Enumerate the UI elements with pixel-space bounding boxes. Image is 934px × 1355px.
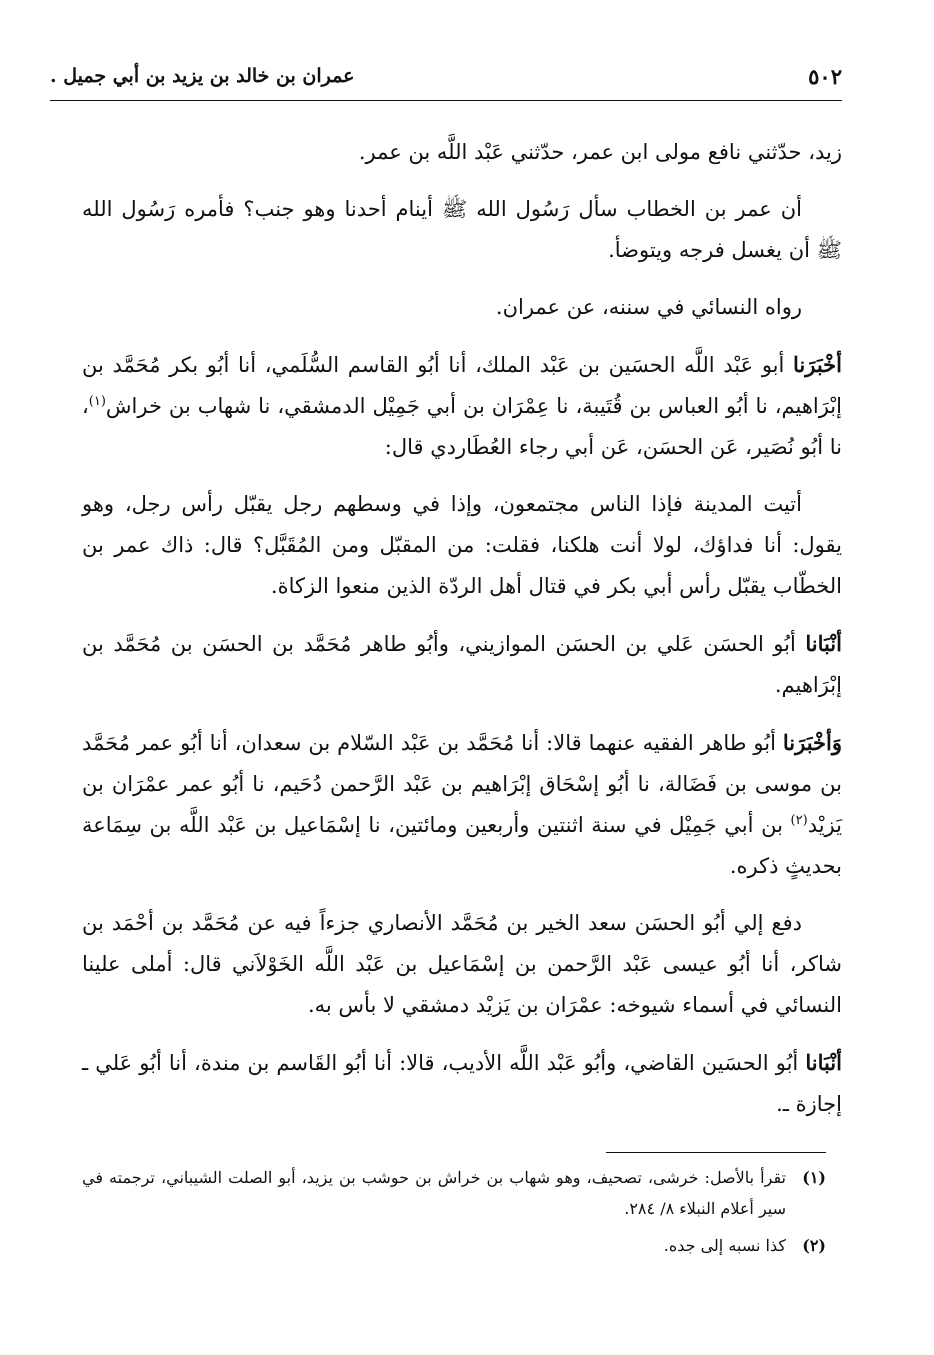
- footnote: [82, 1162, 826, 1224]
- footnote-ref: (١): [88, 394, 106, 409]
- paragraph-text: أبو عَبْد اللَّه الحسَين بن عَبْد الملك، أنا أبُو القاسم السُّلَمي، أنا أبُو بكر مُحَمَّد بن إبْرَاهيم، نا أبُو العباس بن قُتَيبة، نا عِمْرَان بن أبي جَمِيْل الدمشقي، نا شهاب بن خراش: [82, 353, 842, 418]
- page-header: [50, 58, 842, 94]
- hadith-text: [82, 189, 842, 271]
- paragraph-text: أتيت المدينة فإذا الناس مجتمعون، وإذا في وسطهم رجل يقبّل رأس رجل، وهو يقول: أنا فداؤك، لولا أنت هلكنا، فقلت: من المقبّل ومن المُقَبَّل؟ قال: ذاك عمر بن الخطّاب يقبّل رأس أبي بكر في قتال أهل الردّة الذين منعوا الزكاة.: [82, 492, 842, 598]
- paragraph: [82, 287, 842, 328]
- footnote-text: كذا نسبه إلى جده.: [663, 1236, 786, 1255]
- isnad-paragraph: [82, 344, 842, 468]
- isnad-paragraph: [82, 1042, 842, 1125]
- footnotes: [82, 1162, 826, 1267]
- page-number: ٥٠٢: [808, 63, 842, 89]
- paragraph-text: أبُو الحسَين القاضي، وأبُو عَبْد اللَّه الأديب، قالا: أنا أبُو القَاسم بن مندة، أنا أبُو عَلي ـ إجازة ـ.: [82, 1051, 842, 1116]
- paragraph-text: أن عمر بن الخطاب سأل رَسُول الله ﷺ أينام أحدنا وهو جنب؟ فأمره رَسُول الله ﷺ أن يغسل فرجه ويتوضأ.: [82, 197, 842, 262]
- header-rule: [50, 100, 842, 101]
- paragraph-text: ، نا أبُو نُصَير، عَن الحسَن، عَن أبي رجاء العُطَاردي قال:: [82, 394, 842, 459]
- paragraph-text: زيد، حدّثني نافع مولى ابن عمر، حدّثني عَبْد اللَّه بن عمر.: [358, 140, 842, 164]
- footnote-rule: [606, 1152, 826, 1153]
- isnad-paragraph: [82, 722, 842, 887]
- paragraph-text: بن أبي جَمِيْل في سنة اثنتين وأربعين ومائتين، نا إسْمَاعيل بن عَبْد اللَّه بن سِمَاعة بحديثٍ ذكره.: [82, 813, 842, 878]
- running-title: عمران بن خالد بن يزيد بن أبي جميل .: [50, 65, 355, 87]
- lead-word: أنْبَانا: [805, 1050, 842, 1075]
- paragraph-text: أبُو الحسَن عَلي بن الحسَن الموازيني، وأبُو طاهر مُحَمَّد بن الحسَن بن مُحَمَّد بن إبْرَاهيم.: [82, 632, 842, 697]
- paragraph: [82, 132, 842, 173]
- footnote-number: (١): [802, 1168, 826, 1187]
- footnote: [82, 1230, 826, 1261]
- body-text: [82, 132, 842, 1141]
- lead-word: أنْبَانا: [805, 631, 842, 656]
- paragraph-text: دفع إلي أبُو الحسَن سعد الخير بن مُحَمَّد الأنصاري جزءاً فيه عن مُحَمَّد بن أحْمَد بن شاكر، أنا أبُو عيسى عَبْد الرَّحمن بن إسْمَاعيل بن عَبْد اللَّه الخَوْلاَني قال: أملى علينا النسائي في أسماء شيوخه: عمْرَان بن يَزيْد دمشقي لا بأس به.: [82, 911, 842, 1017]
- paragraph: [82, 903, 842, 1026]
- footnote-ref: (٢): [790, 813, 808, 828]
- lead-word: أخْبَرَنا: [793, 352, 842, 377]
- paragraph-text: أبُو طاهر الفقيه عنهما قالا: أنا مُحَمَّد بن عَبْد السّلام بن سعدان، أنا أبُو عمر مُحَمَّد بن موسى بن فَضَالة، نا أبُو إسْحَاق إبْرَاهيم بن عَبْد الرَّحمن دُحَيم، نا أبُو عمر عمْرَان بن يَزيْد: [82, 731, 842, 837]
- isnad-paragraph: [82, 623, 842, 706]
- footnote-number: (٢): [802, 1236, 826, 1255]
- paragraph-text: رواه النسائي في سننه، عن عمران.: [495, 295, 802, 319]
- footnote-text: تقرأ بالأصل: خرشى، تصحيف، وهو شهاب بن خراش بن حوشب بن يزيد، أبو الصلت الشيباني، ترجمته في سير أعلام النبلاء ٨/ ٢٨٤.: [82, 1168, 786, 1218]
- lead-word: وَأخْبَرَنا: [782, 730, 842, 755]
- hadith-text: [82, 484, 842, 607]
